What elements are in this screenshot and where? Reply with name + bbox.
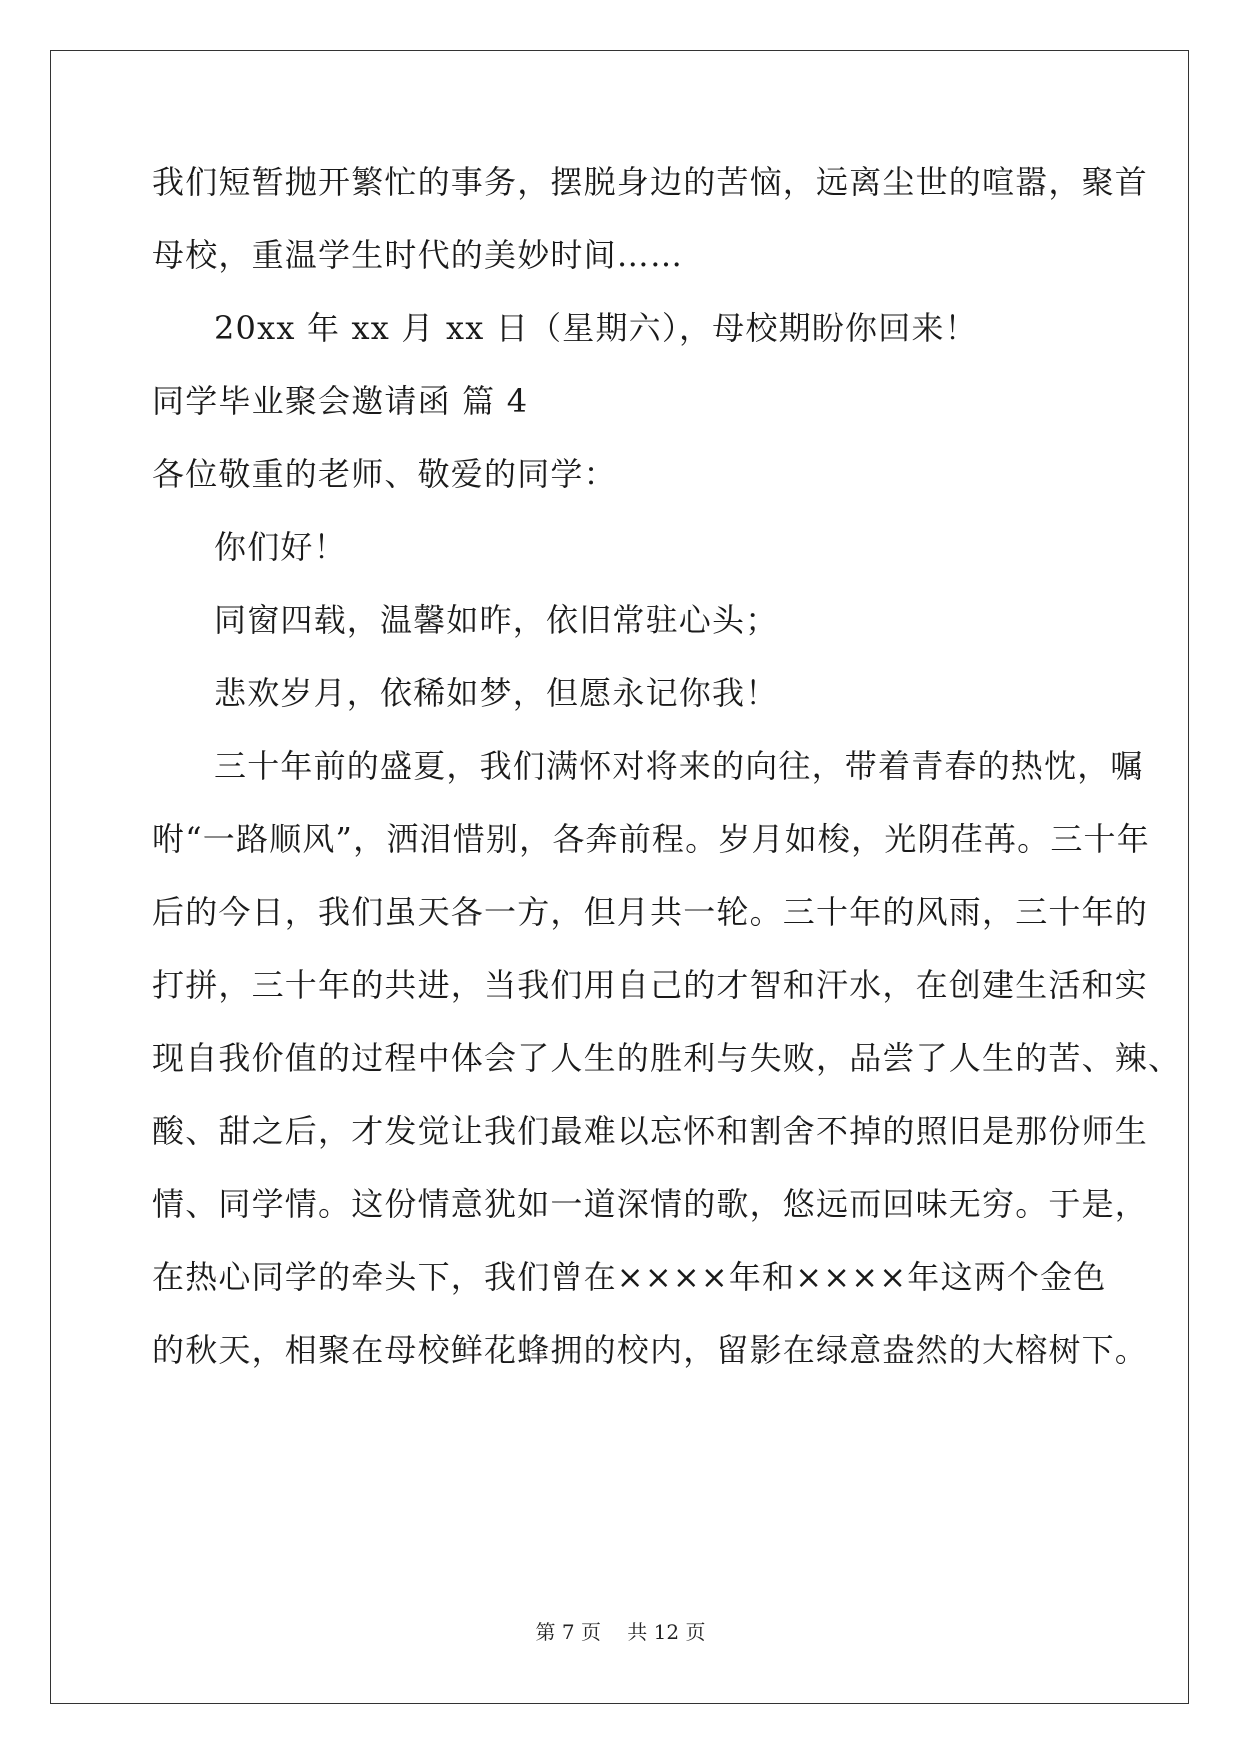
text-line: 现自我价值的过程中体会了人生的胜利与失败，品尝了人生的苦、辣、 — [152, 1039, 1182, 1077]
text-line: 在热心同学的牵头下，我们曾在××××年和××××年这两个金色 — [152, 1258, 1107, 1296]
paragraph-start: 三十年前的盛夏，我们满怀对将来的向往，带着青春的热忱，嘱 — [214, 747, 1144, 785]
text-line: 后的今日，我们虽天各一方，但月共一轮。三十年的风雨，三十年的 — [152, 893, 1149, 931]
text-line: 母校，重温学生时代的美妙时间…… — [152, 236, 684, 274]
page-border — [50, 50, 1189, 1704]
text-line: 咐“一路顺风”，洒泪惜别，各奔前程。岁月如梭，光阴荏苒。三十年 — [152, 820, 1150, 858]
section-heading: 同学毕业聚会邀请函 篇 4 — [152, 382, 529, 420]
text-line: 打拼，三十年的共进，当我们用自己的才智和汗水，在创建生活和实 — [152, 966, 1149, 1004]
text-line: 酸、甜之后，才发觉让我们最难以忘怀和割舍不掉的照旧是那份师生 — [152, 1112, 1149, 1150]
salutation: 各位敬重的老师、敬爱的同学： — [152, 455, 617, 493]
page-number: 第 7 页 共 12 页 — [535, 1620, 706, 1644]
text-line: 的秋天，相聚在母校鲜花蜂拥的校内，留影在绿意盎然的大榕树下。 — [152, 1331, 1149, 1369]
text-line: 情、同学情。这份情意犹如一道深情的歌，悠远而回味无穷。于是， — [152, 1185, 1149, 1223]
text-line: 悲欢岁月，依稀如梦，但愿永记你我！ — [214, 674, 779, 712]
text-line: 同窗四载，温馨如昨，依旧常驻心头； — [214, 601, 779, 639]
greeting: 你们好！ — [214, 528, 347, 566]
text-line: 我们短暂抛开繁忙的事务，摆脱身边的苦恼，远离尘世的喧嚣，聚首 — [152, 163, 1149, 201]
date-line: 20xx 年 xx 月 xx 日（星期六），母校期盼你回来！ — [214, 309, 978, 347]
